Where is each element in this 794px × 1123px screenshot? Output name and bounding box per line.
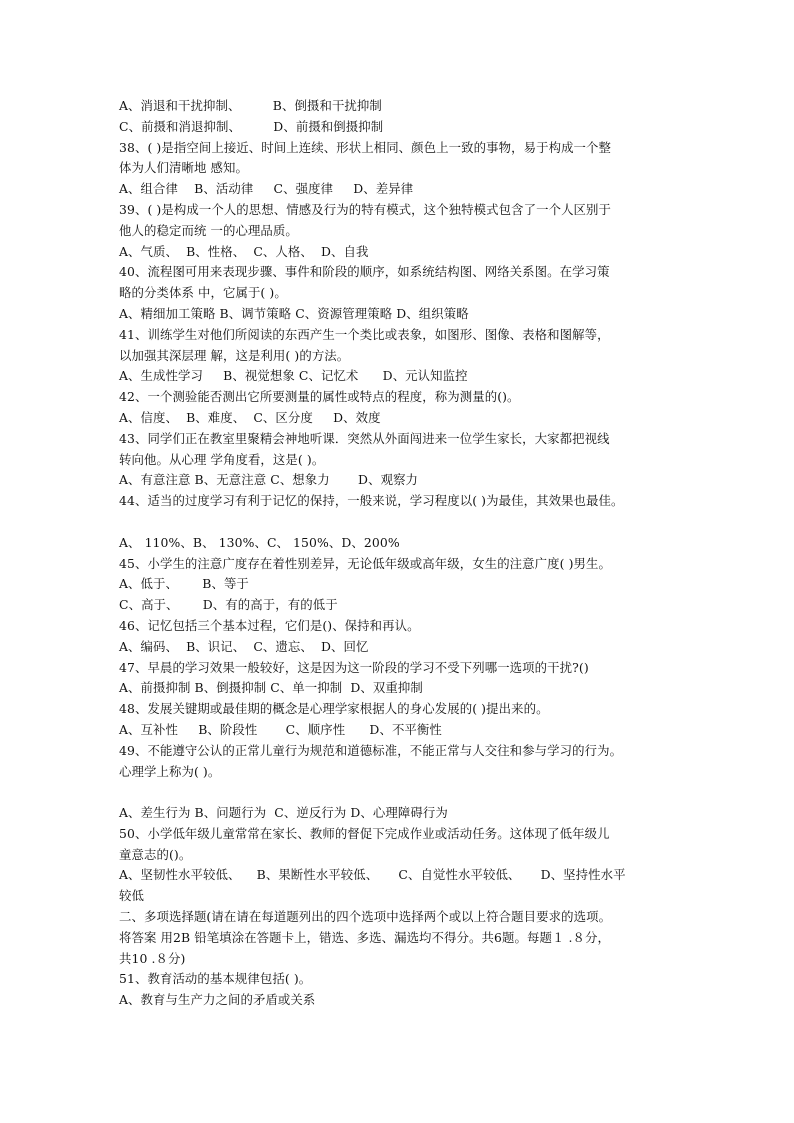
question-39: 39、( )是构成一个人的思想、情感及行为的特有模式，这个独特模式包含了一个人区别于 (119, 201, 612, 217)
question-48-options: A、互补性 B、阶段性 C、顺序性 D、不平衡性 (119, 721, 442, 737)
question-51: 51、教育活动的基本规律包括( )。 (119, 971, 312, 987)
question-43-options: A、有意注意 B、无意注意 C、想象力 D、观察力 (119, 472, 419, 488)
question-38-cont: 体为人们清晰地 感知。 (119, 160, 248, 176)
question-49-options: A、差生行为 B、问题行为 C、逆反行为 D、心理障碍行为 (119, 805, 448, 821)
question-51-option-a: A、教育与生产力之间的矛盾或关系 (119, 992, 316, 1008)
blank-line (119, 512, 689, 533)
question-46: 46、记忆包括三个基本过程，它们是()、保持和再认。 (119, 617, 420, 633)
question-45-options-cd: C、高于、 D、有的高于，有的低于 (119, 597, 338, 613)
section-instructions: 将答案 用2B 铅笔填涂在答题卡上，错选、多选、漏选均不得分。共6题。每题１ .８分， (119, 929, 610, 945)
question-45-options-ab: A、低于、 B、等于 (119, 576, 249, 592)
question-47: 47、早晨的学习效果一般较好，这是因为这一阶段的学习不受下列哪一选项的干扰?() (119, 659, 589, 675)
question-43: 43、同学们正在教室里聚精会神地听课．突然从外面闯进来一位学生家长，大家都把视线 (119, 430, 610, 446)
question-41: 41、训练学生对他们所阅读的东西产生一个类比或表象，如图形、图像、表格和图解等， (119, 326, 610, 342)
question-38: 38、( )是指空间上接近、时间上连续、形状上相同、颜色上一致的事物，易于构成一个整 (119, 139, 612, 155)
question-48: 48、发展关键期或最佳期的概念是心理学家根据人的身心发展的( )提出来的。 (119, 701, 549, 717)
question-49: 49、不能遵守公认的正常儿童行为规范和道德标准，不能正常与人交往和参与学习的行为。 (119, 742, 623, 758)
question-43-cont: 转向他。从心理 学角度看，这是( )。 (119, 451, 325, 467)
document-body (119, 96, 689, 1011)
question-45: 45、小学生的注意广度存在着性别差异，无论低年级或高年级，女生的注意广度( )男生。 (119, 555, 612, 571)
question-42: 42、一个测验能否测出它所要测量的属性或特点的程度，称为测量的()。 (119, 389, 520, 405)
question-46-options: A、编码、 B、识记、 C、遗忘、 D、回忆 (119, 638, 369, 654)
question-39-options: A、气质、 B、性格、 C、人格、 D、自我 (119, 243, 369, 259)
question-41-options: A、生成性学习 B、视觉想象 C、记忆术 D、元认知监控 (119, 368, 468, 384)
question-44-options: A、 110%、B、 130%、C、 150%、D、200% (119, 534, 400, 550)
question-40-options: A、精细加工策略 B、调节策略 C、资源管理策略 D、组织策略 (119, 305, 469, 321)
text-line-option-cd: C、前摄和消退抑制、 D、前摄和倒摄抑制 (119, 118, 384, 134)
question-44: 44、适当的过度学习有利于记忆的保持，一般来说，学习程度以( )为最佳，其效果也最佳。 (119, 493, 624, 509)
question-50-options: A、坚韧性水平较低、 B、果断性水平较低、 C、自觉性水平较低、 D、坚持性水平 (119, 867, 626, 883)
text-line-option-ab: A、消退和干扰抑制、 B、倒摄和干扰抑制 (119, 98, 382, 113)
question-47-options: A、前摄抑制 B、倒摄抑制 C、单一抑制 D、双重抑制 (119, 680, 423, 696)
question-40: 40、流程图可用来表现步骤、事件和阶段的顺序，如系统结构图、网络关系图。在学习策 (119, 264, 610, 280)
section-heading-multi-choice: 二、多项选择题(请在请在每道题列出的四个选项中选择两个或以上符合题目要求的选项。 (119, 909, 612, 925)
question-50: 50、小学低年级儿童常常在家长、教师的督促下完成作业或活动任务。这体现了低年级儿 (119, 825, 610, 841)
question-41-cont: 以加强其深层理 解，这是利用( )的方法。 (119, 347, 350, 363)
question-42-options: A、信度、 B、难度、 C、区分度 D、效度 (119, 409, 381, 425)
blank-line (119, 782, 689, 803)
section-instructions-cont: 共10 .８分) (119, 950, 186, 966)
question-50-options-cont: 较低 (119, 888, 144, 904)
question-49-cont: 心理学上称为( )。 (119, 763, 221, 779)
question-50-cont: 童意志的()。 (119, 846, 192, 862)
question-39-cont: 他人的稳定而统 一的心理品质。 (119, 222, 298, 238)
question-40-cont: 略的分类体系 中，它属于( )。 (119, 285, 287, 301)
question-38-options: A、组合律 B、活动律 C、强度律 D、差异律 (119, 181, 414, 197)
